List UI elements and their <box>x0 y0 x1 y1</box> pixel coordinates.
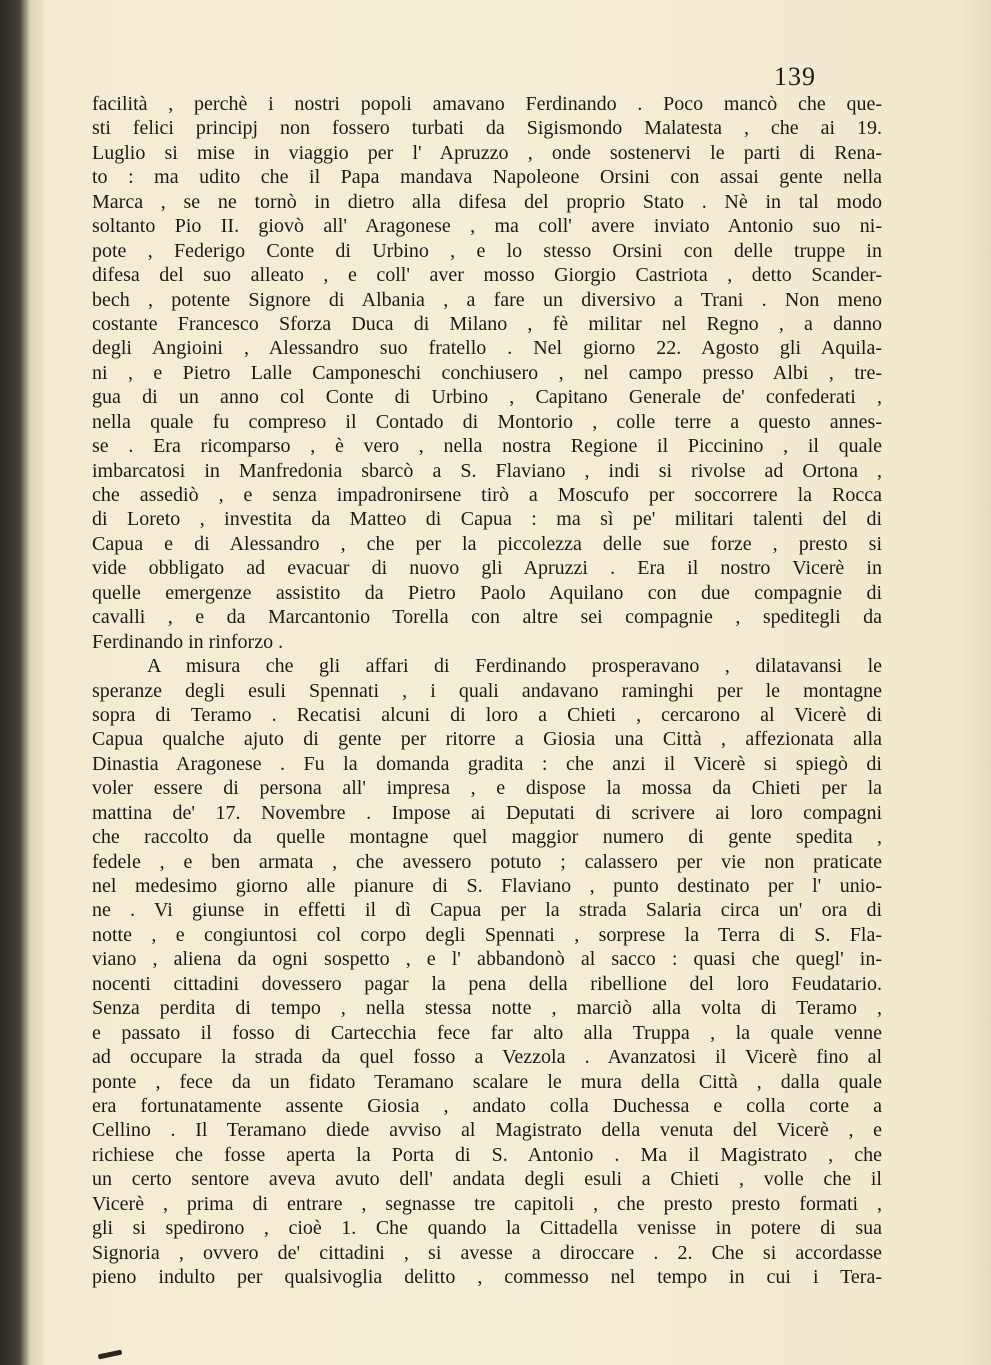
text-line: se . Era ricomparso , è vero , nella nostra Regione il Piccinino , il quale <box>92 435 882 458</box>
text-line: Senza perdita di tempo , nella stessa notte , marciò alla volta di Teramo , <box>92 997 882 1020</box>
text-line: di Loreto , investita da Matteo di Capua : ma sì pe' militari talenti del di <box>92 508 882 531</box>
text-line: ad occupare la strada da quel fosso a Vezzola . Avanzatosi il Vicerè fino al <box>92 1046 882 1069</box>
text-line: voler essere di persona all' impresa , e dispose la mossa da Chieti per la <box>92 777 882 800</box>
text-line: bech , potente Signore di Albania , a fare un diversivo a Trani . Non meno <box>92 288 882 311</box>
text-line: mattina de' 17. Novembre . Impose ai Deputati di scrivere ai loro compagni <box>92 801 882 824</box>
text-line: Capua e di Alessandro , che per la piccolezza delle sue forze , presto si <box>92 532 882 555</box>
text-line: vide obbligato ad evacuar di nuovo gli Apruzzi . Era il nostro Vicerè in <box>92 557 882 580</box>
text-line: notte , e congiuntosi col corpo degli Spennati , sorprese la Terra di S. Fla- <box>92 923 882 946</box>
paragraph-1 <box>92 92 882 654</box>
text-line: facilità , perchè i nostri popoli amavano Ferdinando . Poco mancò che que- <box>92 93 882 115</box>
text-line: Luglio si mise in viaggio per l' Apruzzo , onde sostenervi le parti di Rena- <box>92 141 882 164</box>
text-line: ni , e Pietro Lalle Camponeschi conchiusero , nel campo presso Albi , tre- <box>92 361 882 384</box>
text-line: richiese che fosse aperta la Porta di S. Antonio . Ma il Magistrato , che <box>92 1143 882 1166</box>
text-line: pieno indulto per qualsivoglia delitto , commesso nel tempo in cui i Tera- <box>92 1266 882 1288</box>
paragraph-2 <box>92 654 882 1289</box>
text-line: ne . Vi giunse in effetti il dì Capua per la strada Salaria circa un' ora di <box>92 899 882 922</box>
text-line: cavalli , e da Marcantonio Torella con altre sei compagnie , speditegli da <box>92 606 882 629</box>
text-line: soltanto Pio II. giovò all' Aragonese , ma coll' avere inviato Antonio suo ni- <box>92 215 882 238</box>
text-line: degli Angioini , Alessandro suo fratello . Nel giorno 22. Agosto gli Aquila- <box>92 337 882 360</box>
text-line: imbarcatosi in Manfredonia sbarcò a S. Flaviano , indi si rivolse ad Ortona , <box>92 459 882 482</box>
text-line: viano , aliena da ogni sospetto , e l' abbandonò al sacco : quasi che quegl' in- <box>92 948 882 971</box>
text-line: era fortunatamente assente Giosia , andato colla Duchessa e colla corte a <box>92 1094 882 1117</box>
text-line: Dinastia Aragonese . Fu la domanda gradita : che anzi il Vicerè si spiegò di <box>92 752 882 775</box>
text-line: A misura che gli affari di Ferdinando prosperavano , dilatavansi le <box>147 655 882 678</box>
text-line: e passato il fosso di Cartecchia fece far alto alla Truppa , la quale venne <box>92 1021 882 1044</box>
text-line: quelle emergenze assistito da Pietro Paolo Aquilano con due compagnie di <box>92 581 882 604</box>
text-line: sopra di Teramo . Recatisi alcuni di loro a Chieti , cercarono al Vicerè di <box>92 703 882 726</box>
page-binding-edge <box>0 0 44 1365</box>
text-line: Cellino . Il Teramano diede avviso al Magistrato della venuta del Vicerè , e <box>92 1119 882 1142</box>
text-line: un certo sentore aveva avuto dell' andata degli esuli a Chieti , volle che il <box>92 1168 882 1191</box>
text-line: ponte , fece da un fidato Teramano scalare le mura della Città , dalla quale <box>92 1070 882 1093</box>
text-line: pote , Federigo Conte di Urbino , e lo stesso Orsini con delle truppe in <box>92 239 882 262</box>
text-line: che raccolto da quelle montagne quel maggior numero di gente spedita , <box>92 826 882 849</box>
text-line: difesa del suo alleato , e coll' aver mosso Giorgio Castriota , detto Scander- <box>92 264 882 287</box>
text-line: nocenti cittadini dovessero pagar la pena della ribellione del loro Feudatario. <box>92 972 882 995</box>
page-number: 139 <box>774 62 816 91</box>
text-line: nel medesimo giorno alle pianure di S. Flaviano , punto destinato per l' unio- <box>92 875 882 897</box>
text-line: Capua qualche ajuto di gente per ritorre a Giosia una Città , affezionata alla <box>92 728 882 751</box>
ink-mark <box>98 1350 123 1360</box>
text-line: to : ma udito che il Papa mandava Napoleone Orsini con assai gente nella <box>92 166 882 189</box>
text-line: nella quale fu compreso il Contado di Montorio , colle terre a questo annes- <box>92 410 882 433</box>
text-line: Vicerè , prima di entrare , segnasse tre capitoli , che presto presto formati , <box>92 1192 882 1215</box>
text-line: Marca , se ne tornò in dietro alla difesa del proprio Stato . Nè in tal modo <box>92 190 882 213</box>
text-line: gli si spedirono , cioè 1. Che quando la Cittadella venisse in potere di sua <box>92 1217 882 1240</box>
text-line: fedele , e ben armata , che avessero potuto ; calassero per vie non praticate <box>92 850 882 873</box>
text-line: gua di un anno col Conte di Urbino , Capitano Generale de' confederati , <box>92 386 882 409</box>
text-line: speranze degli esuli Spennati , i quali andavano raminghi per le montagne <box>92 679 882 702</box>
body-text <box>92 92 882 1289</box>
text-line: costante Francesco Sforza Duca di Milano , fè militar nel Regno , a danno <box>92 312 882 335</box>
text-line: che assediò , e senza impadronirsene tirò a Moscufo per soccorrere la Rocca <box>92 484 882 506</box>
text-line: sti felici principj non fossero turbati da Sigismondo Malatesta , che ai 19. <box>92 117 882 140</box>
text-line: Signoria , ovvero de' cittadini , si avesse a diroccare . 2. Che si accordasse <box>92 1241 882 1264</box>
text-line: Ferdinando in rinforzo . <box>92 630 284 653</box>
